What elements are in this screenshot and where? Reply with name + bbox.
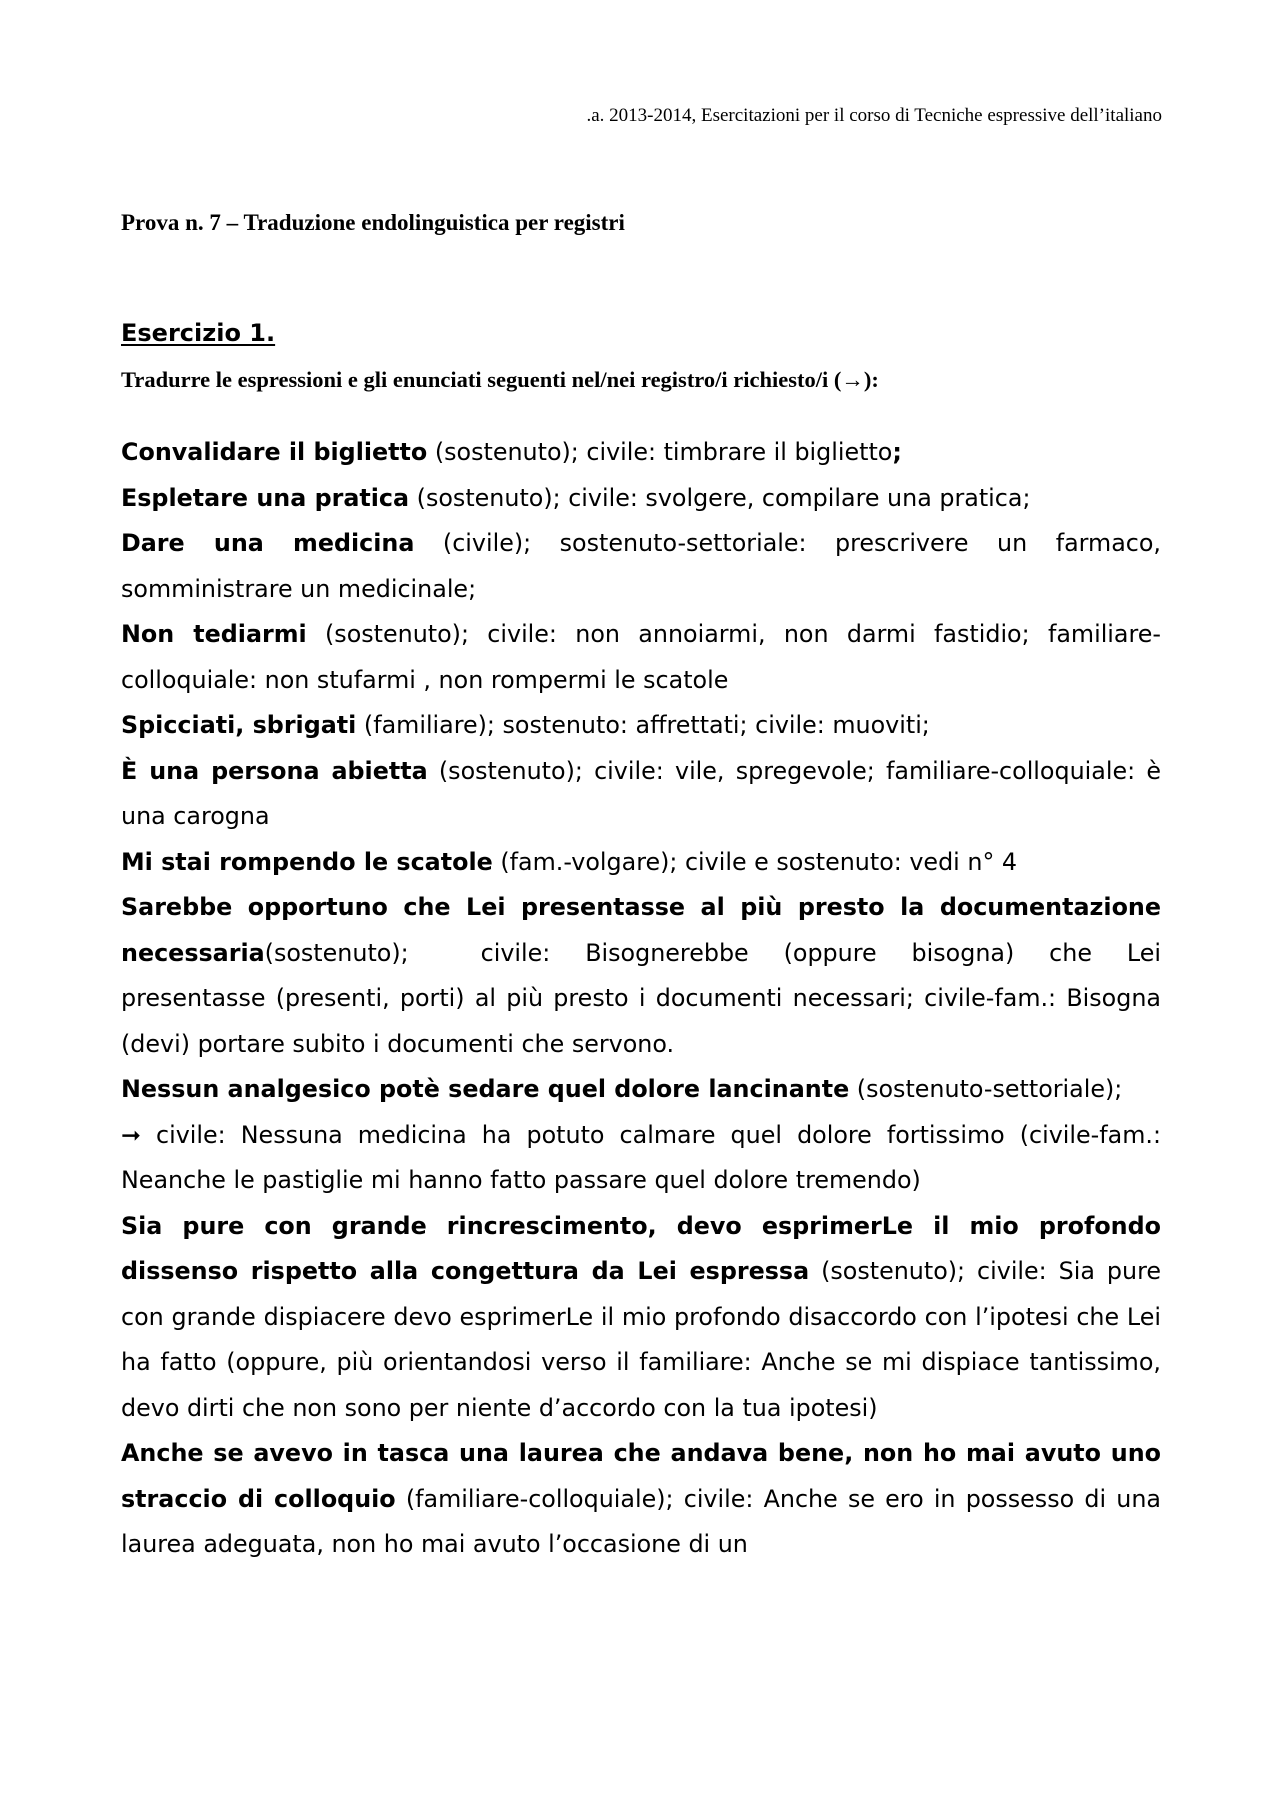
entry-term: Sarebbe opportuno che Lei presentasse al più presto la documentazione necessaria: [121, 893, 1161, 967]
entry-translation: civile: Nessuna medicina ha potuto calmare quel dolore fortissimo (civile-fam.: Neanche le pastiglie mi hanno fatto passare quel dolore tremendo): [121, 1120, 1161, 1194]
entry-translation: (sostenuto-settoriale);: [849, 1075, 1123, 1103]
entry-3: [121, 521, 1161, 612]
entry-term: Convalidare il biglietto: [121, 438, 428, 466]
entry-2: [121, 476, 1161, 522]
running-head: .a. 2013-2014, Esercitazioni per il corso di Tecniche espressive dell’italiano: [586, 105, 1162, 126]
exercise-instruction: Tradurre le espressioni e gli enunciati seguenti nel/nei registro/i richiesto/i (→):: [121, 367, 879, 392]
entry-6: [121, 749, 1161, 840]
entry-translation: (sostenuto); civile: svolgere, compilare una pratica;: [409, 483, 1031, 512]
entry-7: [121, 840, 1161, 886]
entry-term: Espletare una pratica: [121, 483, 410, 512]
entry-5: [121, 703, 1161, 749]
entry-term: Mi stai rompendo le scatole: [121, 847, 493, 876]
entry-translation: (familiare); sostenuto: affrettati; civile: muoviti;: [356, 711, 930, 739]
entry-term: Dare una medicina: [121, 529, 415, 557]
entry-10: [121, 1204, 1161, 1432]
entry-term: Anche se avevo in tasca una laurea che andava bene, non ho mai avuto uno straccio di colloquio: [121, 1439, 1161, 1513]
entry-translation: (sostenuto); civile: Sia pure con grande dispiacere devo esprimerLe il mio profondo disaccordo con l’ipotesi che Lei ha fatto (oppure, più orientandosi verso il familiare: Anche se mi dispiace tantissimo, devo dirti che non sono per niente d’accordo con la tua ipotesi): [121, 1257, 1161, 1422]
arrow-icon: ➞: [121, 1120, 141, 1149]
entry-9-arrow-line: [121, 1113, 1161, 1204]
entry-term-punctuation: ;: [892, 438, 902, 466]
entry-translation: (sostenuto); civile: timbrare il biglietto: [427, 438, 893, 466]
entry-term: Non tediarmi: [121, 620, 307, 648]
entry-8: [121, 885, 1161, 1067]
entry-4: [121, 612, 1161, 703]
entry-term: Nessun analgesico potè sedare quel dolore lancinante: [121, 1075, 850, 1103]
entry-term: È una persona abietta: [121, 756, 428, 785]
exercise-body: [121, 430, 1161, 1568]
entry-translation: (civile); sostenuto-settoriale: prescrivere un farmaco, somministrare un medicinale;: [121, 529, 1161, 603]
entry-translation: (fam.-volgare); civile e sostenuto: vedi n° 4: [492, 847, 1018, 876]
entry-1: [121, 430, 1161, 476]
entry-translation-register: (sostenuto);: [264, 938, 409, 967]
entry-translation: (familiare-colloquiale); civile: Anche se ero in possesso di una laurea adeguata, non ho mai avuto l’occasione di un: [121, 1484, 1161, 1558]
document-title: Prova n. 7 – Traduzione endolinguistica per registri: [121, 210, 625, 235]
entry-term: Sia pure con grande rincrescimento, devo esprimerLe il mio profondo dissenso rispetto alla congettura da Lei espressa: [121, 1211, 1161, 1285]
entry-term: Spicciati, sbrigati: [121, 711, 357, 739]
entry-11: [121, 1431, 1161, 1568]
exercise-heading: Esercizio 1.: [121, 319, 276, 347]
entry-translation: civile: Bisognerebbe (oppure bisogna) che Lei presentasse (presenti, porti) al più presto i documenti necessari; civile-fam.: Bisogna (devi) portare subito i documenti che servono.: [121, 938, 1161, 1058]
entry-9: [121, 1067, 1161, 1113]
entry-translation: (sostenuto); civile: non annoiarmi, non darmi fastidio; familiare-colloquiale: non stufarmi , non rompermi le scatole: [121, 620, 1161, 694]
entry-translation: (sostenuto); civile: vile, spregevole; familiare-colloquiale: è una carogna: [121, 756, 1162, 830]
